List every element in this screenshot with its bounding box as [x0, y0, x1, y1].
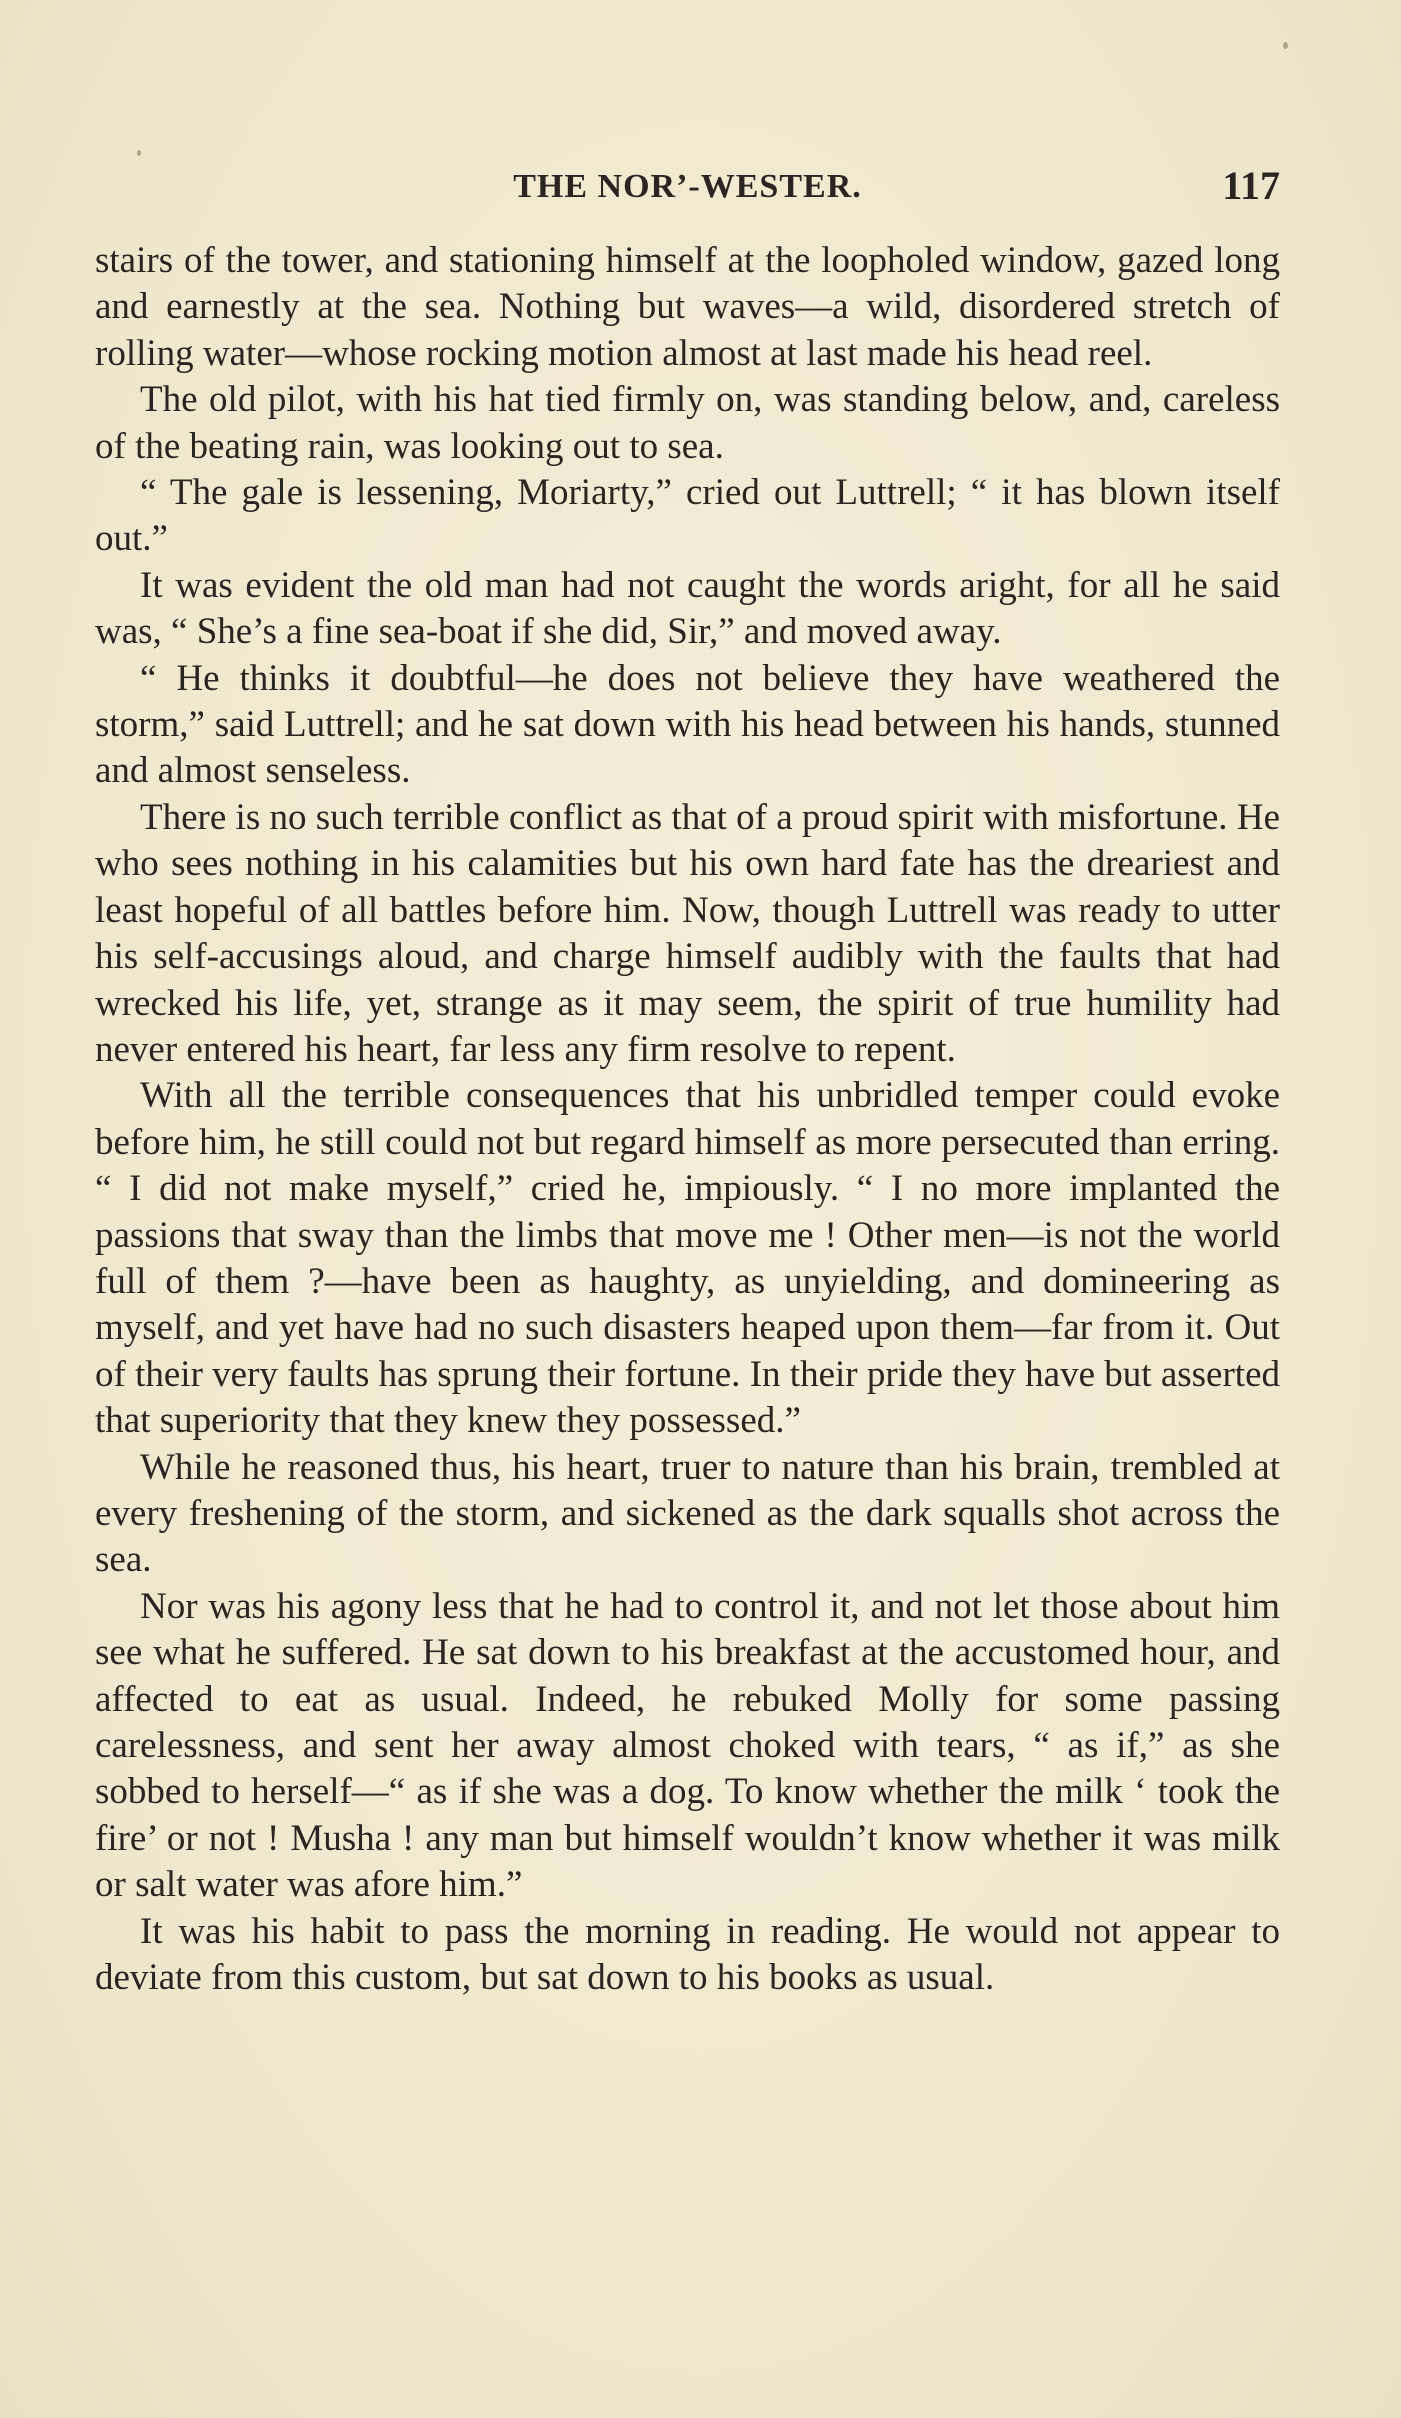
paragraph: There is no such terrible conflict as that of a proud spirit with misfortune. He who sees nothing in his calamities but his own hard fate has the dreariest and least hopeful of all battles before him. Now, though Luttrell was ready to utter his self-accusings aloud, and charge himself audibly with the faults that had wrecked his life, yet, strange as it may seem, the spirit of true humility had never entered his heart, far less any firm resolve to repent.	[95, 796, 1280, 1070]
paragraph: The old pilot, with his hat tied firmly on, was standing below, and, careless of the beating rain, was looking out to sea.	[95, 379, 1280, 467]
paragraph: Nor was his agony less that he had to control it, and not let those about him see what he suffered. He sat down to his breakfast at the accustomed hour, and affected to eat as usual. Indeed, he rebuked Molly for some passing carelessness, and sent her away almost choked with tears, “ as if,” as she sobbed to herself—“ as if she was a dog. To know whether the milk ‘ took the fire’ or not ! Musha ! any man but himself wouldn’t know whether it was milk or salt water was afore him.”	[95, 1585, 1280, 1906]
page-header	[95, 162, 1280, 218]
running-title: THE NOR’-WESTER.	[513, 168, 862, 205]
paragraph: stairs of the tower, and stationing himself at the loopholed window, gazed long and earnestly at the sea. Nothing but waves—a wild, disordered stretch of rolling water—whose rocking motion almost at last made his head reel.	[95, 240, 1280, 374]
paragraph: While he reasoned thus, his heart, truer to nature than his brain, trembled at every freshening of the storm, and sickened as the dark squalls shot across the sea.	[95, 1446, 1280, 1581]
paragraph: It was evident the old man had not caught the words aright, for all he said was, “ She’s a fine sea-boat if she did, Sir,” and moved away.	[95, 564, 1280, 653]
paragraph: “ He thinks it doubtful—he does not believe they have weathered the storm,” said Luttrell; and he sat down with his head between his hands, stunned and almost senseless.	[95, 657, 1280, 792]
paragraph: It was his habit to pass the morning in reading. He would not appear to deviate from this custom, but sat down to his books as usual.	[95, 1910, 1280, 1999]
ink-speck-top-left	[137, 150, 141, 156]
paragraph: “ The gale is lessening, Moriarty,” cried out Luttrell; “ it has blown itself out.”	[95, 472, 1280, 560]
page-number: 117	[1222, 163, 1280, 208]
paragraph: With all the terrible consequences that his unbridled temper could evoke before him, he still could not but regard himself as more persecuted than erring. “ I did not make myself,” cried he, impiously. “ I no more implanted the passions that sway than the limbs that move me ! Other men—is not the world full of them ?—have been as haughty, as unyielding, and domineering as myself, and yet have had no such disasters heaped upon them—far from it. Out of their very faults has sprung their fortune. In their pride they have but asserted that superiority that they knew they possessed.”	[95, 1075, 1280, 1442]
ink-speck-top-right	[1283, 42, 1288, 49]
body-text	[95, 238, 1280, 2001]
